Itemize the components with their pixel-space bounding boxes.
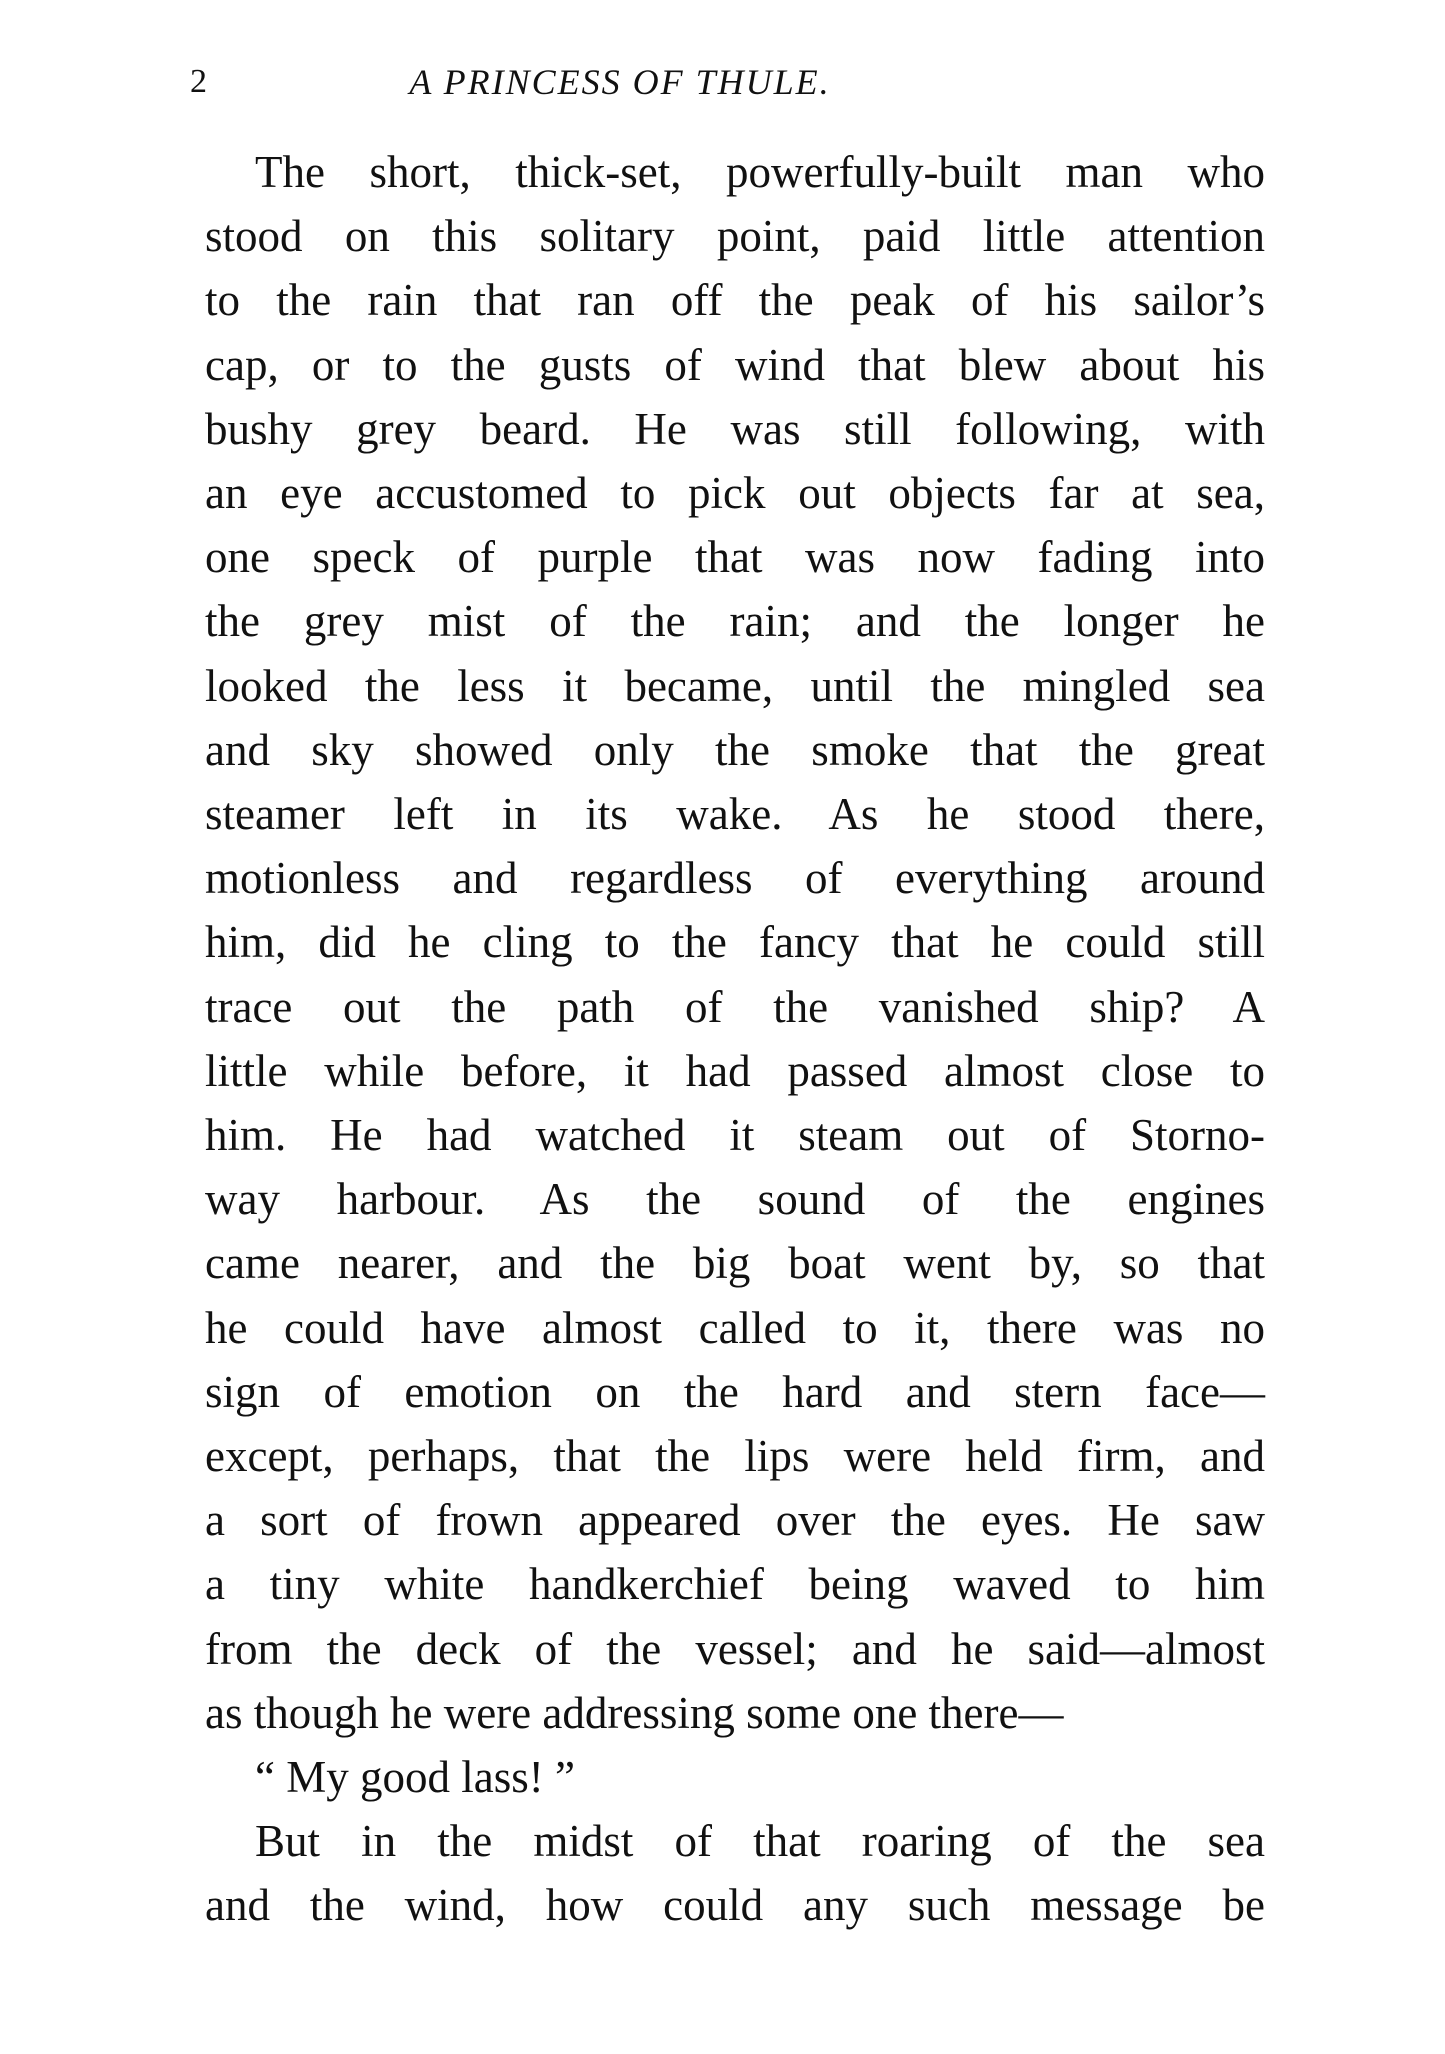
text-line: him, did he cling to the fancy that he could still [205, 917, 1265, 968]
text-line: sign of emotion on the hard and stern face— [205, 1366, 1265, 1417]
text-line: and the wind, how could any such message be [205, 1880, 1265, 1931]
text-line: the grey mist of the rain; and the longer he [205, 596, 1265, 647]
text-line: to the rain that ran off the peak of his sailor’s [205, 275, 1265, 326]
text-line: he could have almost called to it, there was no [205, 1302, 1265, 1353]
text-line: steamer left in its wake. As he stood there, [205, 789, 1265, 840]
text-line: cap, or to the gusts of wind that blew about his [205, 339, 1265, 390]
body-text [205, 140, 1265, 1938]
text-line: came nearer, and the big boat went by, so that [205, 1238, 1265, 1289]
text-line: one speck of purple that was now fading into [205, 532, 1265, 583]
text-line: But in the midst of that roaring of the sea [255, 1816, 1265, 1867]
text-line: him. He had watched it steam out of Storno- [205, 1110, 1265, 1161]
text-line: as though he were addressing some one there— [205, 1687, 1064, 1738]
text-line: and sky showed only the smoke that the great [205, 724, 1265, 775]
text-line: looked the less it became, until the mingled sea [205, 660, 1265, 711]
text-line: motionless and regardless of everything around [205, 853, 1265, 904]
page-header [190, 62, 1270, 122]
text-line: from the deck of the vessel; and he said—almost [205, 1623, 1265, 1674]
text-line: way harbour. As the sound of the engines [205, 1174, 1265, 1225]
running-title: A PRINCESS OF THULE. [409, 62, 831, 102]
dialogue-line: “ My good lass! ” [255, 1752, 575, 1803]
text-line: a tiny white handkerchief being waved to him [205, 1559, 1265, 1610]
text-line: except, perhaps, that the lips were held firm, and [205, 1431, 1265, 1482]
text-line: a sort of frown appeared over the eyes. He saw [205, 1495, 1265, 1546]
text-line: trace out the path of the vanished ship? A [205, 981, 1265, 1032]
text-line: The short, thick-set, powerfully-built man who [255, 147, 1265, 197]
page-number: 2 [190, 63, 207, 100]
text-line: stood on this solitary point, paid little attention [205, 211, 1265, 262]
text-line: little while before, it had passed almost close to [205, 1045, 1265, 1096]
text-line: bushy grey beard. He was still following, with [205, 403, 1265, 454]
text-line: an eye accustomed to pick out objects far at sea, [205, 468, 1265, 519]
